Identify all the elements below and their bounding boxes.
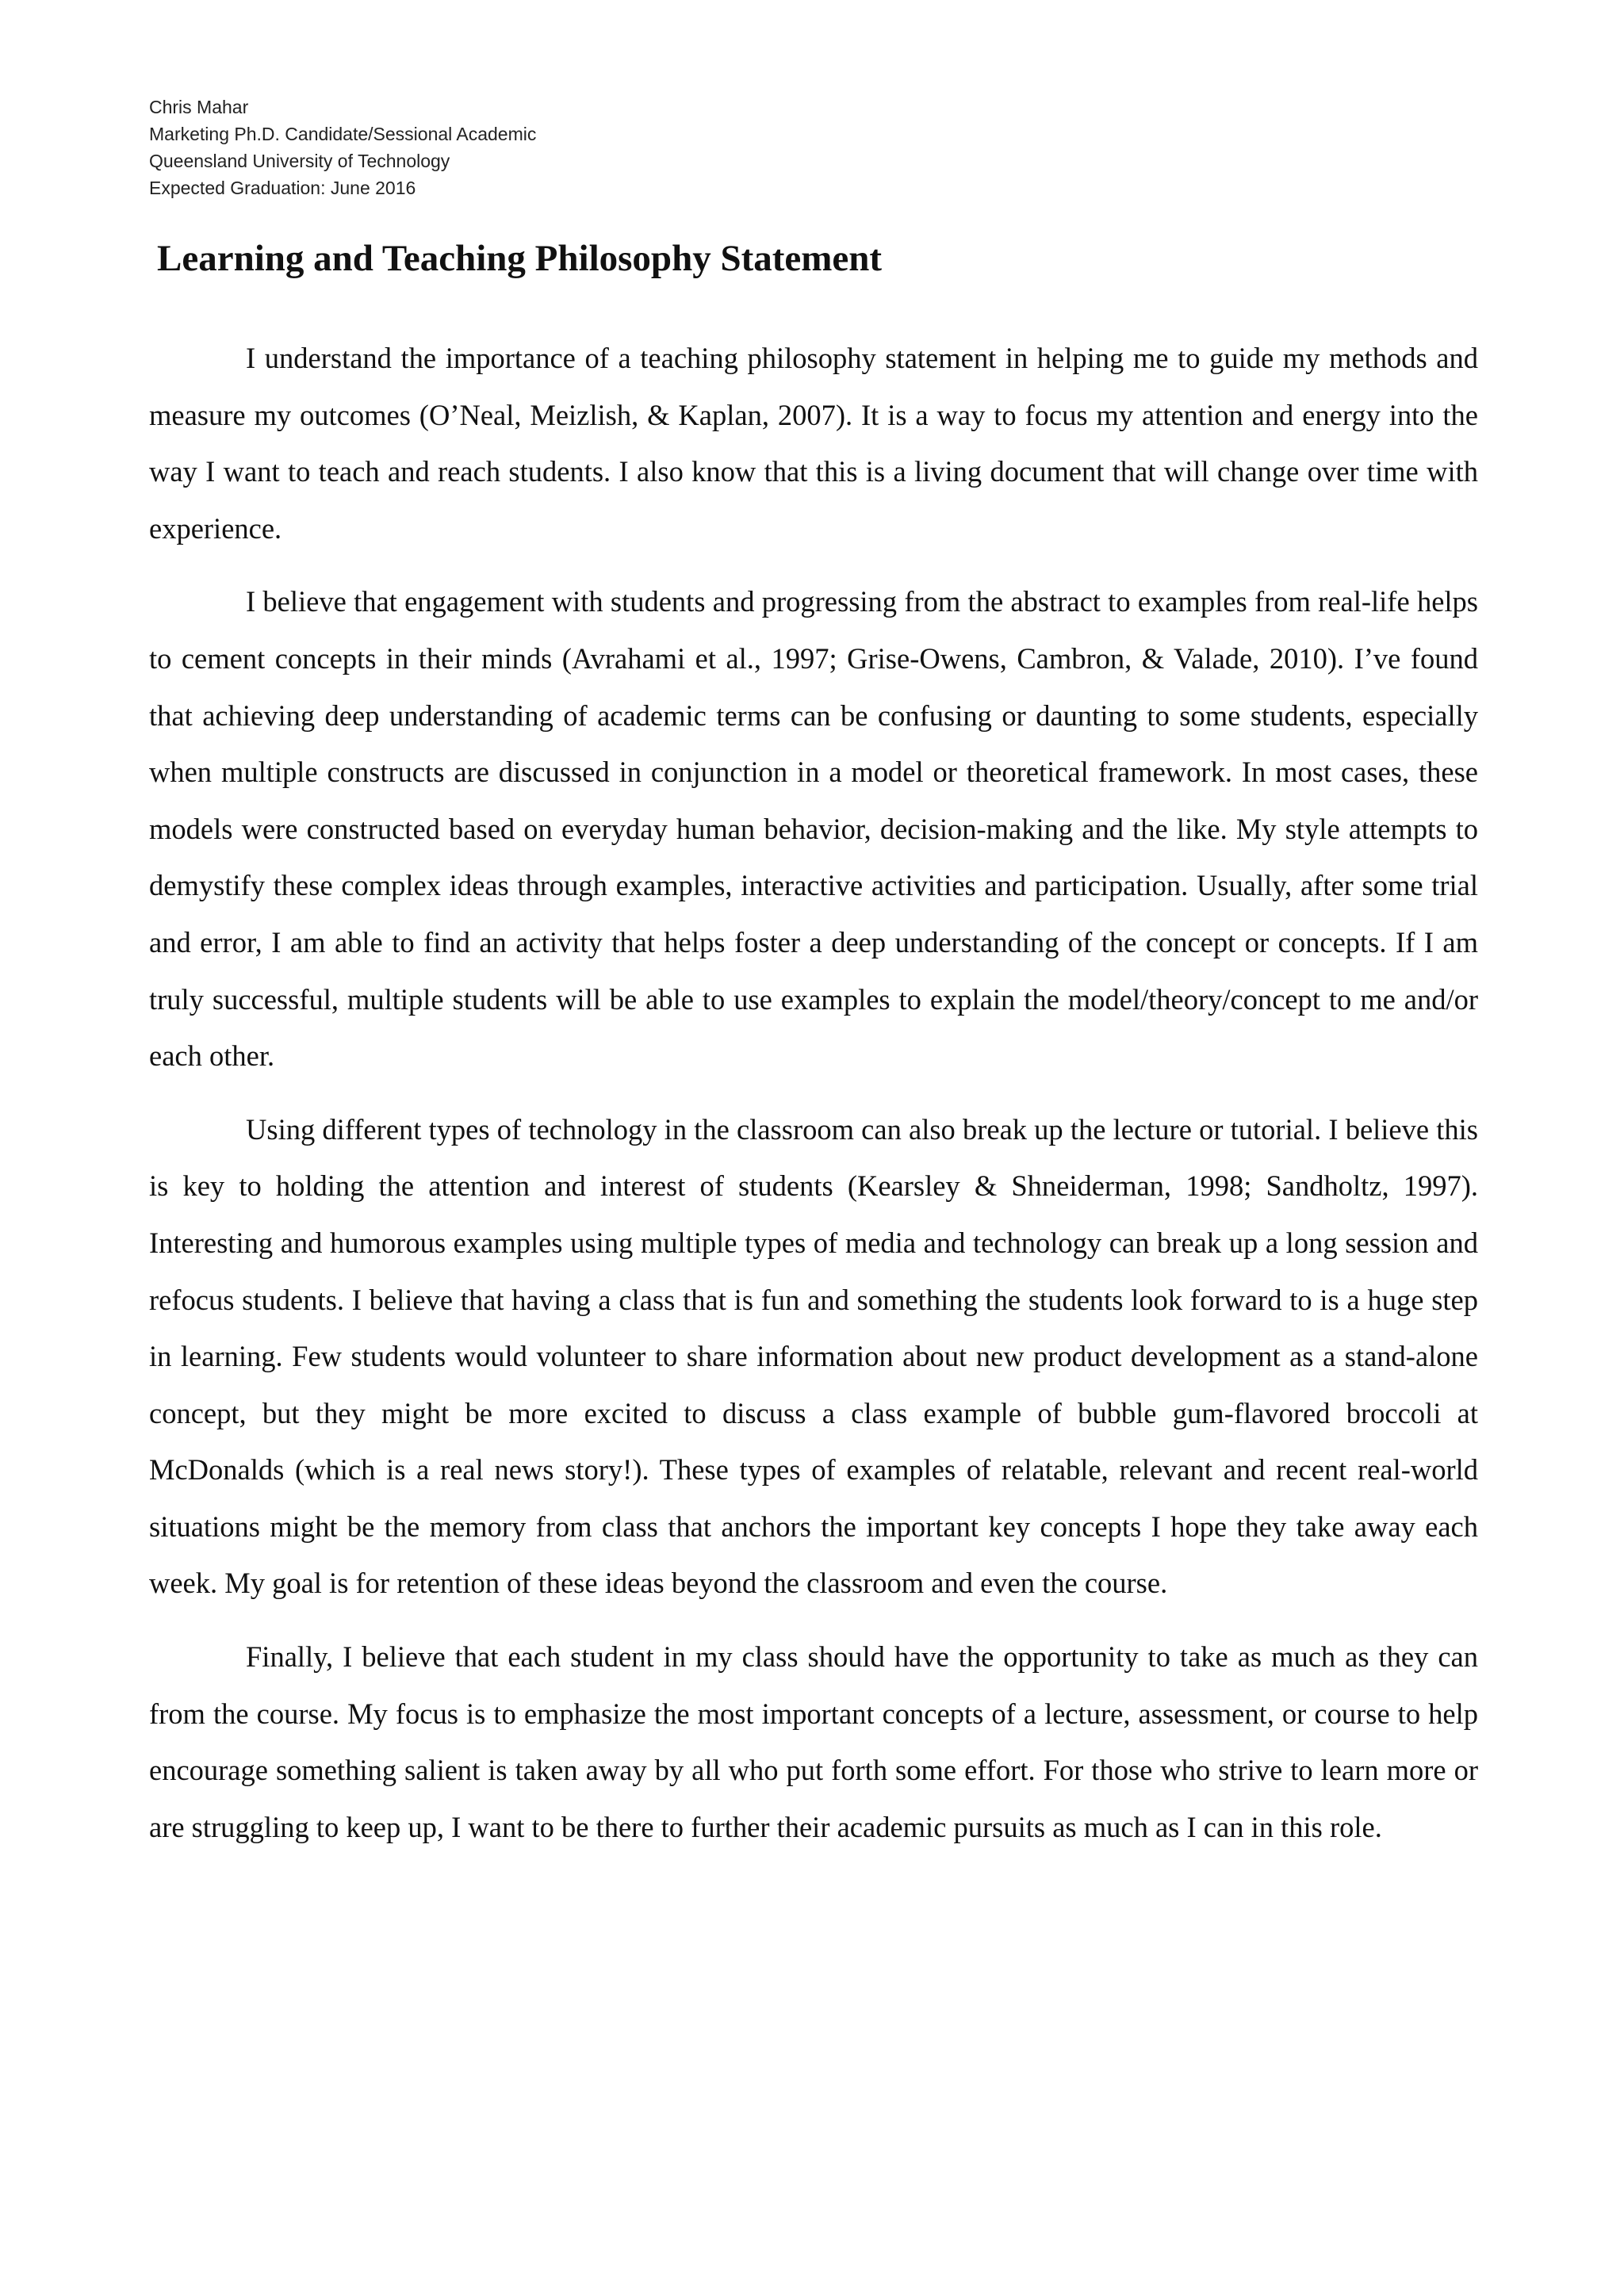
author-name: Chris Mahar (149, 97, 249, 117)
paragraph-1: I understand the importance of a teaching philosophy statement in helping me to guide my methods and measure my outcomes (O’Neal, Meizlish, & Kaplan, 2007). It is a way to focus my attention and energy into the way I want to teach and reach students. I also know that this is a living document that will change over time with experience. (149, 342, 1478, 545)
document-body (149, 330, 1478, 1855)
author-position: Marketing Ph.D. Candidate/Sessional Academic (149, 124, 537, 144)
author-header (149, 94, 1101, 201)
author-institution: Queensland University of Technology (149, 151, 450, 171)
paragraph-2: I believe that engagement with students and progressing from the abstract to examples from real-life helps to cement concepts in their minds (Avrahami et al., 1997; Grise-Owens, Cambron, & Valade, 2010). I’ve found that achieving deep understanding of academic terms can be confusing or daunting to some students, especially when multiple constructs are discussed in conjunction in a model or theoretical framework. In most cases, these models were constructed based on everyday human behavior, decision-making and the like. My style attempts to demystify these complex ideas through examples, interactive activities and participation. Usually, after some trial and error, I am able to find an activity that helps foster a deep understanding of the concept or concepts. If I am truly successful, multiple students will be able to use examples to explain the model/theory/concept to me and/or each other. (149, 585, 1478, 1073)
paragraph-3: Using different types of technology in the classroom can also break up the lecture or tutorial. I believe this is key to holding the attention and interest of students (Kearsley & Shneiderman, 1998; Sandholtz, 1997). Interesting and humorous examples using multiple types of media and technology can break up a long session and refocus students. I believe that having a class that is fun and something the students look forward to is a huge step in learning. Few students would volunteer to share information about new product development as a stand-alone concept, but they might be more excited to discuss a class example of bubble gum-flavored broccoli at McDonalds (which is a real news story!). These types of examples of relatable, relevant and recent real-world situations might be the memory from class that anchors the important key concepts I hope they take away each week. My goal is for retention of these ideas beyond the classroom and even the course. (149, 1112, 1478, 1600)
document-title: Learning and Teaching Philosophy Statement (157, 238, 883, 279)
expected-graduation: Expected Graduation: June 2016 (149, 178, 416, 198)
paragraph-4: Finally, I believe that each student in my class should have the opportunity to take as much as they can from the course. My focus is to emphasize the most important concepts of a lecture, assessment, or course to help encourage something salient is taken away by all who put forth some effort. For those who strive to learn more or are struggling to keep up, I want to be there to further their academic pursuits as much as I can in this role. (149, 1640, 1478, 1843)
